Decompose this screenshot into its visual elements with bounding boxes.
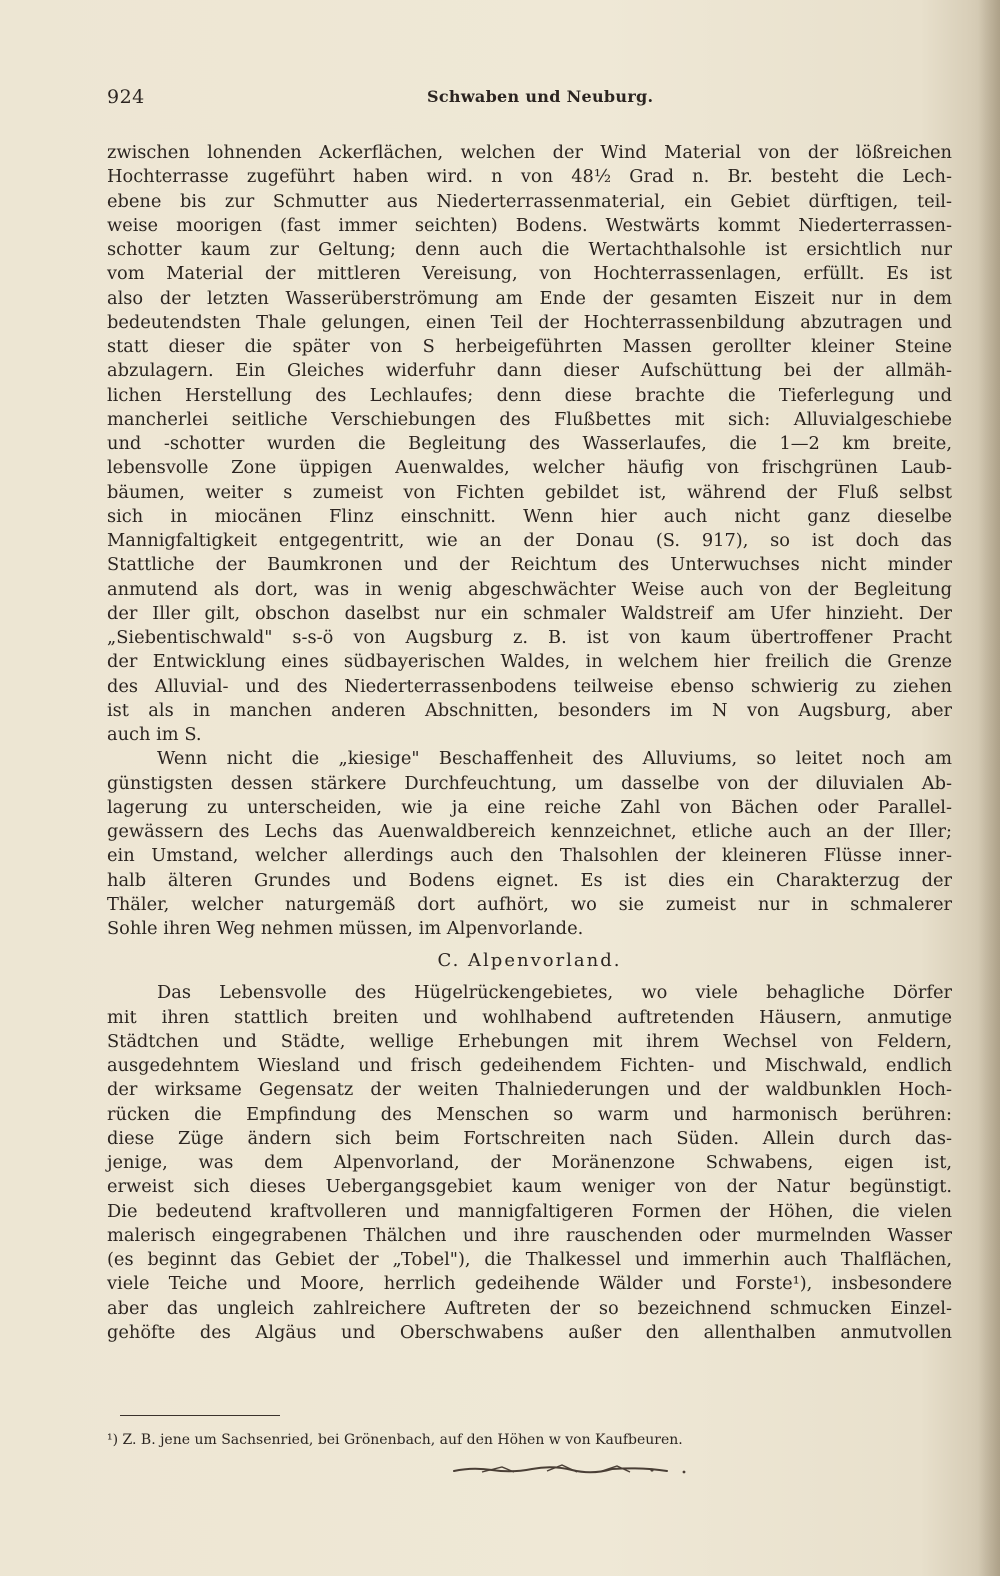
text-line: Mannigfaltigkeit entgegentritt, wie an der Donau (S. 917), so ist doch das [107,530,952,551]
text-line: Stattliche der Baumkronen und der Reichtum des Unterwuchses nicht minder [107,554,952,576]
text-line: mancherlei seitliche Verschiebungen des Flußbettes mit sich: Alluvialgeschiebe [107,408,952,430]
text-line: vom Material der mittleren Vereisung, von Hochterrassenlagen, erfüllt. Es ist [107,263,952,285]
text-line: erweist sich dieses Uebergangsgebiet kaum weniger von der Natur begünstigt. [107,1176,952,1198]
text-line: mit ihren stattlich breiten und wohlhabend auftretenden Häusern, anmutige [107,1006,952,1028]
text-line: der Iller gilt, obschon daselbst nur ein schmaler Waldstreif am Ufer hinzieht. Der [107,602,952,624]
text-line: ein Umstand, welcher allerdings auch den Thalsohlen der kleineren Flüsse inner- [107,845,952,867]
text-line: anmutend als dort, was in wenig abgeschwächter Weise auch von der Begleitung [107,578,952,600]
text-line: der wirksame Gegensatz der weiten Thalniederungen und der waldbunklen Hoch- [107,1079,952,1101]
footnote-rule [120,1415,280,1416]
text-line: jenige, was dem Alpenvorland, der Moränenzone Schwabens, eigen ist, [107,1152,952,1173]
text-line: also der letzten Wasserüberströmung am Ende der gesamten Eiszeit nur in dem [107,287,952,309]
text-line: Sohle ihren Weg nehmen müssen, im Alpenvorlande. [107,918,584,939]
text-line: ist als in manchen anderen Abschnitten, besonders im N von Augsburg, aber [107,699,952,721]
section-heading: C. Alpenvorland. [437,950,622,972]
text-line: sich in miocänen Flinz einschnitt. Wenn hier auch nicht ganz dieselbe [107,505,952,527]
paragraph-3 [107,981,952,1345]
page-edge-shadow [978,0,1000,1576]
paragraph-1 [107,141,952,747]
text-line: abzulagern. Ein Gleiches widerfuhr dann dieser Aufschüttung bei der allmäh- [107,360,952,382]
text-line: rücken die Empfindung des Menschen so warm und harmonisch berühren: [107,1103,952,1125]
footnote: ¹) Z. B. jene um Sachsenried, bei Grönenbach, auf den Höhen w von Kaufbeuren. [107,1432,683,1448]
text-line: bäumen, weiter s zumeist von Fichten gebildet ist, während der Fluß selbst [107,481,952,503]
text-line: halb älteren Grundes und Bodens eignet. Es ist dies ein Charakterzug der [107,869,952,891]
text-line: Städtchen und Städte, wellige Erhebungen mit ihrem Wechsel von Feldern, [107,1030,952,1052]
text-line: Hochterrasse zugeführt haben wird. n von 48½ Grad n. Br. besteht die Lech- [107,166,952,188]
text-line: lagerung zu unterscheiden, wie ja eine reiche Zahl von Bächen oder Parallel- [107,796,952,818]
text-line: und -schotter wurden die Begleitung des Wasserlaufes, die 1—2 km breite, [107,433,952,454]
text-line: malerisch eingegrabenen Thälchen und ihre rauschenden oder murmelnden Wasser [107,1224,952,1246]
text-line: Wenn nicht die „kiesige" Beschaffenheit des Alluviums, so leitet noch am [157,748,952,770]
text-line: zwischen lohnenden Ackerflächen, welchen der Wind Material von der lößreichen [107,142,952,163]
text-line: viele Teiche und Moore, herrlich gedeihende Wälder und Forste¹), insbesondere [107,1273,952,1295]
text-line: auch im S. [107,724,202,745]
page-number: 924 [107,86,145,108]
text-line: bedeutendsten Thale gelungen, einen Teil der Hochterrassenbildung abzutragen und [107,311,952,333]
text-line: der Entwicklung eines südbayerischen Waldes, in welchem hier freilich die Grenze [107,651,952,673]
text-line: gehöfte des Algäus und Oberschwabens außer den allenthalben anmutvollen [107,1321,952,1343]
page-header [107,86,897,116]
text-line: weise moorigen (fast immer seichten) Bodens. Westwärts kommt Niederterrassen- [107,214,952,236]
text-line: lebensvolle Zone üppigen Auenwaldes, welcher häufig von frischgrünen Laub- [107,457,952,479]
running-title: Schwaben und Neuburg. [427,87,654,106]
text-line: Die bedeutend kraftvolleren und mannigfaltigeren Formen der Höhen, die vielen [107,1200,952,1222]
body-text [107,141,952,1345]
printer-ornament [452,1461,692,1477]
text-line: gewässern des Lechs das Auenwaldbereich kennzeichnet, etliche auch an der Iller; [107,821,952,842]
text-line: statt dieser die später von S herbeigeführten Massen gerollter kleiner Steine [107,336,952,357]
text-line: „Siebentischwald" s-s-ö von Augsburg z. B. ist von kaum übertroffener Pracht [107,627,952,648]
text-line: schotter kaum zur Geltung; denn auch die Wertachthalsohle ist ersichtlich nur [107,239,952,260]
paragraph-2 [107,747,952,941]
text-line: günstigsten dessen stärkere Durchfeuchtung, um dasselbe von der diluvialen Ab- [107,772,952,794]
text-line: (es beginnt das Gebiet der „Tobel"), die Thalkessel und immerhin auch Thalflächen, [107,1249,952,1270]
text-line: lichen Herstellung des Lechlaufes; denn diese brachte die Tieferlegung und [107,384,952,406]
text-line: Das Lebensvolle des Hügelrückengebietes, wo viele behagliche Dörfer [157,982,952,1004]
text-line: ausgedehntem Wiesland und frisch gedeihendem Fichten- und Mischwald, endlich [107,1055,952,1076]
text-line: des Alluvial- und des Niederterrassenbodens teilweise ebenso schwierig zu ziehen [107,675,952,697]
text-line: Thäler, welcher naturgemäß dort aufhört, wo sie zumeist nur in schmalerer [107,893,952,915]
text-line: ebene bis zur Schmutter aus Niederterrassenmaterial, ein Gebiet dürftigen, teil- [107,190,952,212]
text-line: aber das ungleich zahlreichere Auftreten der so bezeichnend schmucken Einzel- [107,1297,952,1319]
text-line: diese Züge ändern sich beim Fortschreiten nach Süden. Allein durch das- [107,1127,952,1149]
